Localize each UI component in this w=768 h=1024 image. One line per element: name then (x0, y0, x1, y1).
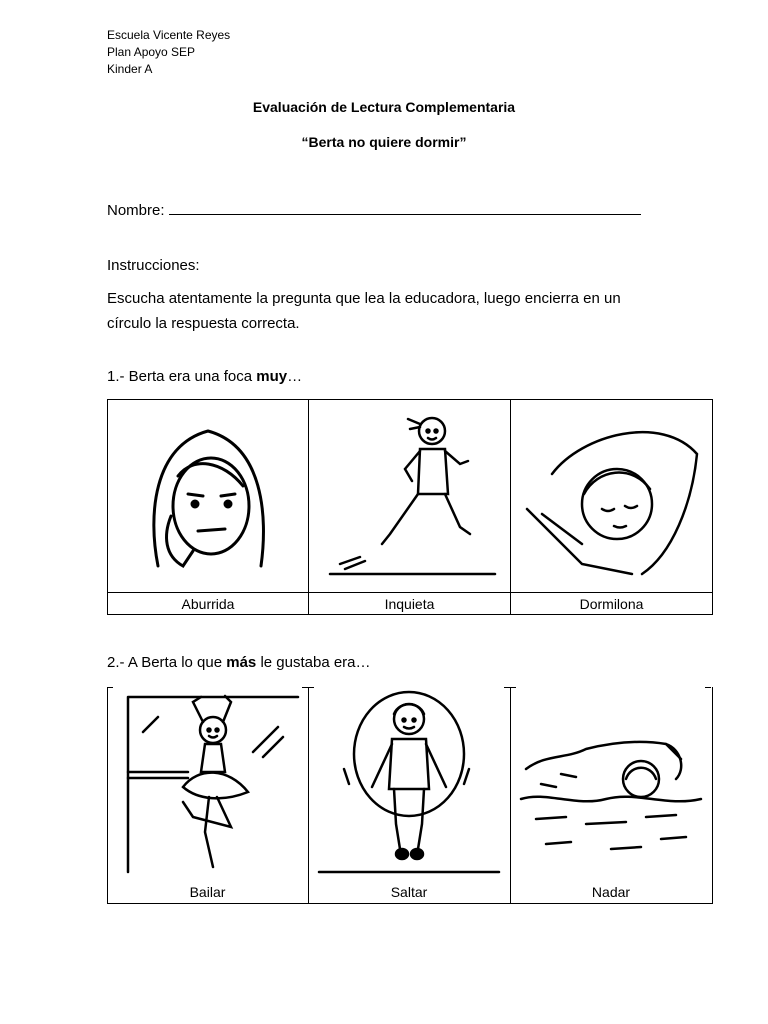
question-1-bold: muy (256, 368, 288, 385)
name-row (107, 202, 641, 219)
question-1 (107, 368, 302, 385)
running-girl-icon (320, 409, 500, 584)
question-1-options (107, 399, 713, 615)
option-dormilona-image[interactable] (511, 400, 713, 593)
instructions-line-2: círculo la respuesta correcta. (107, 315, 300, 332)
jump-rope-icon (314, 689, 504, 879)
plan-name: Plan Apoyo SEP (107, 45, 196, 59)
option-saltar-image[interactable] (308, 687, 510, 881)
question-2 (107, 654, 371, 671)
option-inquieta-image[interactable] (309, 400, 511, 593)
option-dormilona-label[interactable]: Dormilona (511, 593, 713, 615)
question-2-bold: más (226, 654, 257, 671)
option-nadar-label[interactable]: Nadar (591, 883, 631, 900)
option-saltar-label[interactable]: Saltar (390, 883, 428, 900)
instructions-label: Instrucciones: (107, 257, 200, 274)
option-bailar-label[interactable]: Bailar (189, 883, 226, 900)
story-title: “Berta no quiere dormir” (301, 134, 467, 150)
sleeping-girl-icon (522, 414, 702, 579)
group-name: Kinder A (107, 62, 153, 76)
option-bailar-image[interactable] (107, 687, 308, 881)
ballet-dancer-icon (113, 692, 303, 877)
school-name: Escuela Vicente Reyes (107, 28, 231, 42)
question-1-prefix: 1.- Berta era una foca (107, 368, 257, 385)
question-1-suffix: … (287, 368, 303, 385)
option-aburrida-image[interactable] (108, 400, 309, 593)
option-aburrida-label[interactable]: Aburrida (108, 593, 309, 615)
page-title: Evaluación de Lectura Complementaria (252, 99, 516, 115)
option-nadar-image[interactable] (510, 687, 712, 881)
swimmer-icon (516, 699, 706, 869)
name-label: Nombre: (107, 202, 165, 219)
question-2-prefix: 2.- A Berta lo que (107, 654, 227, 671)
bored-girl-icon (133, 416, 283, 576)
instructions-line-1: Escucha atentamente la pregunta que lea la educadora, luego encierra en un (107, 290, 621, 307)
question-2-options (107, 687, 712, 902)
question-2-suffix: le gustaba era… (256, 654, 371, 671)
option-inquieta-label[interactable]: Inquieta (309, 593, 511, 615)
name-blank-line[interactable] (169, 202, 641, 215)
